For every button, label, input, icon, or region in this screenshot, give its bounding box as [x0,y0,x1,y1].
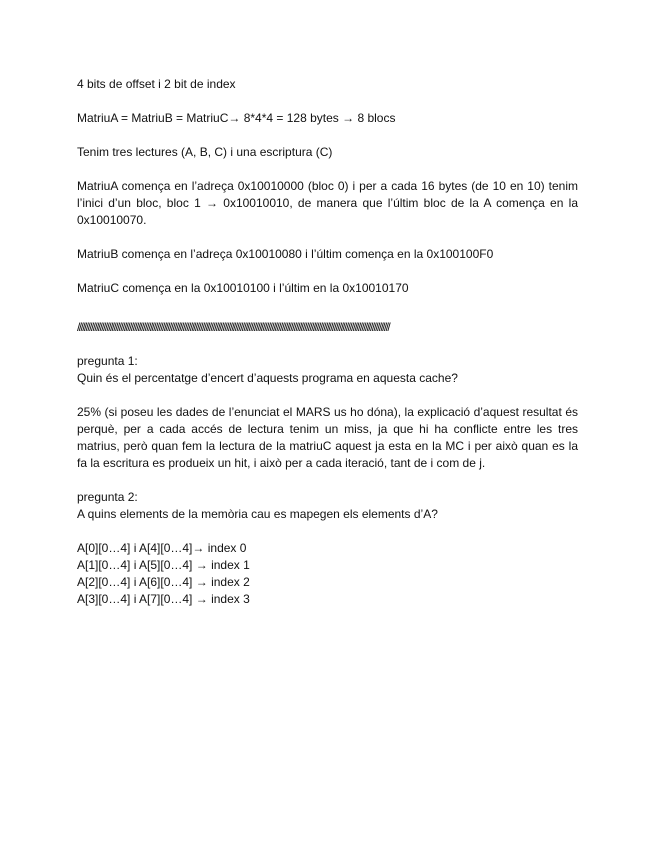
question-2-title: pregunta 2: [77,490,138,504]
reads-writes-line: Tenim tres lectures (A, B, C) i una escriptura (C) [77,145,333,159]
index-mapping-item: A[3][0…4] i A[7][0…4] → index 3 [77,592,250,606]
question-2-text: A quins elements de la memòria cau es mapegen els elements d’A? [77,507,438,521]
offset-index-line: 4 bits de offset i 2 bit de index [77,77,236,91]
question-1-title: pregunta 1: [77,354,138,368]
matrix-c-line: MatriuC comença en la 0x10010100 i l’últim en la 0x10010170 [77,281,409,295]
question-2-block [77,489,578,523]
slash-separator: //////////////////////////////////////////////////////////////////////////////////////////////////////////////////////////////////////////////////////////////////////////////////// [77,320,390,334]
document-page [77,76,578,625]
matrix-b-line: MatriuB comença en l’adreça 0x10010080 i l’últim comença en la 0x100100F0 [77,247,494,261]
question-1-block [77,353,578,387]
matrix-size-line: MatriuA = MatriuB = MatriuC→ 8*4*4 = 128 bytes → 8 blocs [77,111,396,125]
index-mapping-item: A[2][0…4] i A[6][0…4] → index 2 [77,575,250,589]
question-1-text: Quin és el percentatge d’encert d’aquests programa en aquesta cache? [77,371,458,385]
question-1-answer: 25% (si poseu les dades de l’enunciat el MARS us ho dóna), la explicació d’aquest resultat és perquè, per a cada accés de lectura tenim un miss, ja que hi ha conflicte entre les tres matrius, però quan fem la lectura de la matriuC aquest ja esta en la MC i per això quan es la fa la escritura es produeix un hit, i això per a cada iteració, tant de i com de j. [77,405,578,470]
index-mapping-item: A[1][0…4] i A[5][0…4] → index 1 [77,558,250,572]
index-mapping-list [77,540,578,608]
index-mapping-item: A[0][0…4] i A[4][0…4]→ index 0 [77,541,247,555]
matrix-a-paragraph: MatriuA comença en l’adreça 0x10010000 (bloc 0) i per a cada 16 bytes (de 10 en 10) tenim l’inici d’un bloc, bloc 1 → 0x10010010, de manera que l’últim bloc de la A comença en la 0x10010070. [77,179,578,227]
